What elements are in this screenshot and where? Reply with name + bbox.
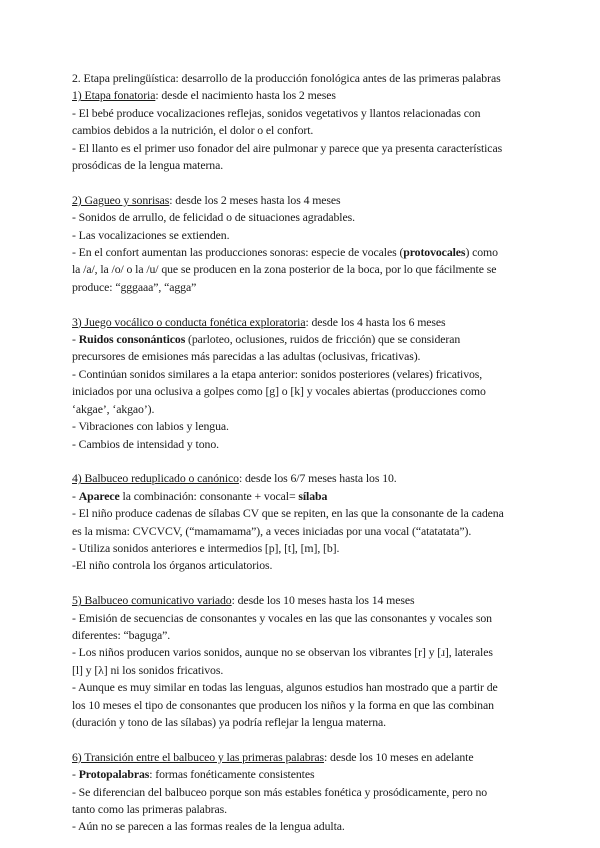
section-6-line-1-dash: - [72, 767, 79, 782]
section-2-line-1: - Sonidos de arrullo, de felicidad o de situaciones agradables. [72, 210, 355, 225]
section-2-line-3-end: ) como [465, 245, 498, 260]
section-3-line-6: - Vibraciones con labios y lengua. [72, 419, 229, 434]
section-1-line-3: - El llanto es el primer uso fonador del aire pulmonar y parece que ya presenta características [72, 140, 503, 155]
ruidos-consonanticos-term: Ruidos consonánticos [78, 332, 186, 347]
paragraph-gap [72, 174, 550, 191]
section-5-line-3: - Los niños producen varios sonidos, aunque no se observan los vibrantes [r] y [ɹ], laterales [72, 645, 493, 660]
section-4-heading-line [72, 470, 550, 487]
section-5-heading-line [72, 592, 550, 609]
protopalabras-term: Protopalabras [78, 767, 150, 782]
section-2-line-2: - Las vocalizaciones se extienden. [72, 227, 230, 242]
section-2-line-4: la /a/, la /o/ o la /u/ que se producen en la zona posterior de la boca, por lo que fácilmente se [72, 262, 497, 277]
section-5-line-7: (duración y tono de las sílabas) ya podría reflejar la lengua materna. [72, 714, 387, 729]
silaba-term: sílaba [298, 488, 328, 503]
paragraph-gap [72, 731, 550, 748]
section-4-line-1-dash: - [72, 488, 79, 503]
document-title: 2. Etapa prelingüística: desarrollo de la producción fonológica antes de las primeras palabras [72, 71, 501, 85]
section-2-heading-line [72, 192, 550, 209]
section-3-line-1 [72, 331, 550, 348]
section-3-line-3: - Continúan sonidos similares a la etapa anterior: sonidos posteriores (velares) fricativos, [72, 366, 483, 381]
paragraph-gap [72, 453, 550, 470]
section-2-line-5: produce: “gggaaa”, “agga” [72, 279, 197, 294]
section-4-line-1 [72, 488, 550, 505]
section-4-line-1-mid: la combinación: consonante + vocal= [119, 488, 299, 503]
section-6-line-1 [72, 766, 550, 783]
aparece-term: Aparece [78, 488, 120, 503]
section-3-line-2: precursores de emisiones más parecidas a las adultas (oclusivas, fricativas). [72, 349, 421, 364]
section-3-line-1-dash: - [72, 332, 79, 347]
section-5-heading: 5) Balbuceo comunicativo variado [72, 593, 232, 608]
section-4-line-2: - El niño produce cadenas de sílabas CV que se repiten, en las que la consonante de la cadena [72, 506, 504, 521]
section-2-line-3 [72, 244, 550, 261]
section-4-heading: 4) Balbuceo reduplicado o canónico [72, 471, 239, 486]
section-3-heading: 3) Juego vocálico o conducta fonética exploratoria [72, 314, 306, 329]
section-4-line-3: es la misma: CVCVCV, (“mamamama”), a veces iniciadas por una vocal (“atatatata”). [72, 523, 472, 538]
section-4-heading-rest: : desde los 6/7 meses hasta los 10. [238, 471, 397, 486]
section-5-line-5: - Aunque es muy similar en todas las lenguas, algunos estudios han mostrado que a partir de [72, 680, 498, 695]
section-2-line-3-start: - En el confort aumentan las producciones sonoras: especie de vocales ( [72, 245, 404, 260]
section-6-heading: 6) Transición entre el balbuceo y las primeras palabras [72, 749, 324, 764]
section-3-line-5: ‘akgae’, ‘akgao’). [72, 401, 155, 416]
section-6-heading-line [72, 749, 550, 766]
section-3-heading-rest: : desde los 4 hasta los 6 meses [305, 314, 446, 329]
section-1-line-1: - El bebé produce vocalizaciones reflejas, sonidos vegetativos y llantos relacionadas con [72, 105, 481, 120]
section-1-heading-line [72, 87, 550, 104]
section-1-heading: 1) Etapa fonatoria [72, 88, 156, 103]
protovocales-term: protovocales [403, 245, 466, 260]
section-6-line-4: - Aún no se parecen a las formas reales de la lengua adulta. [72, 819, 345, 834]
section-1-heading-rest: : desde el nacimiento hasta los 2 meses [155, 88, 336, 103]
section-5-line-1: - Emisión de secuencias de consonantes y vocales en las que las consonantes y vocales son [72, 610, 492, 625]
section-5-line-4: [l] y [λ] ni los sonidos fricativos. [72, 662, 224, 677]
section-1-line-4: prosódicas de la lengua materna. [72, 158, 224, 173]
section-5-heading-rest: : desde los 10 meses hasta los 14 meses [231, 593, 415, 608]
section-3-heading-line [72, 314, 550, 331]
section-6-line-3: tanto como las primeras palabras. [72, 801, 227, 816]
section-4-line-5: -El niño controla los órganos articulatorios. [72, 558, 273, 573]
section-3-line-7: - Cambios de intensidad y tono. [72, 436, 219, 451]
paragraph-gap [72, 296, 550, 313]
section-2-heading: 2) Gagueo y sonrisas [72, 192, 170, 207]
section-2-heading-rest: : desde los 2 meses hasta los 4 meses [169, 192, 341, 207]
section-6-heading-rest: : desde los 10 meses en adelante [324, 749, 474, 764]
section-3-line-4: iniciados por una oclusiva a golpes como [g] o [k] y vocales abiertas (producciones como [72, 384, 486, 399]
section-4-line-4: - Utiliza sonidos anteriores e intermedios [p], [t], [m], [b]. [72, 540, 340, 555]
section-5-line-6: los 10 meses el tipo de consonantes que producen los niños y la forma en que las combinan [72, 697, 494, 712]
section-3-line-1-end: (parloteo, oclusiones, ruidos de fricción) que se consideran [185, 332, 461, 347]
section-5-line-2: diferentes: “baguga”. [72, 627, 171, 642]
section-6-line-2: - Se diferencian del balbuceo porque son más estables fonética y prosódicamente, pero no [72, 784, 488, 799]
section-6-line-1-end: : formas fonéticamente consistentes [149, 767, 315, 782]
section-1-line-2: cambios debidos a la nutrición, el dolor o el confort. [72, 123, 314, 138]
paragraph-gap [72, 575, 550, 592]
